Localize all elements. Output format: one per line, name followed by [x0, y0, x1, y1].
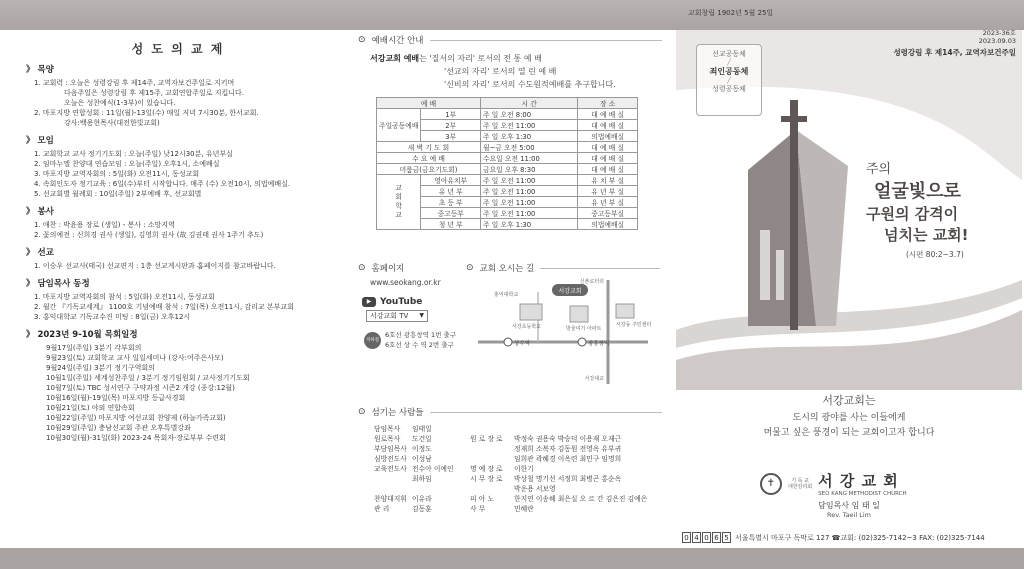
staff-cell: 담임목사: [374, 425, 401, 433]
church-school-label: [377, 175, 421, 230]
staff-cell: [470, 424, 514, 434]
church-cross-bar: [781, 116, 807, 122]
staff-row: [358, 484, 662, 494]
issue-no: 2023-36호: [982, 29, 1016, 37]
slogan-line: 얼굴빛으로: [874, 181, 961, 202]
staff-cell: 부담임목사: [374, 445, 407, 453]
table-cell: 대 예 배 실: [578, 164, 638, 175]
table-cell: 유 년 부 실: [578, 197, 638, 208]
staff-cell: 임태일: [412, 425, 432, 433]
staff-cell: [514, 424, 662, 434]
church-school-char: 회: [395, 193, 402, 201]
postcode-digit: 6: [712, 532, 721, 543]
vision: [676, 392, 1022, 438]
staff-cell: 박운용 서보영: [514, 485, 556, 493]
worship-title: 예배시간 안내: [371, 36, 424, 46]
staff-row: [358, 464, 662, 474]
schedule-item: 9월23일(토) 교회학교 교사 일일세미나 (강사:어주은사모): [46, 354, 224, 362]
schedule-item: 10월7일(토) TBC 성서연구 구약과정 시즌2 개강 (종강:12월): [46, 384, 235, 392]
table-cell: 대 예 배 실: [578, 142, 638, 153]
staff-cell: [470, 454, 514, 464]
staff-cell: 박정숙 권용숙 박승덕 이용재 오재근: [514, 435, 622, 443]
section-line: 강사:백용현목사(대전한빛교회): [64, 119, 160, 127]
section-line: 5. 선교회별 월례회 : 10일(주일) 2부예배 후, 선교회별: [34, 190, 202, 198]
table-cell: 유 년 부 실: [578, 186, 638, 197]
intro-name: 서강교회 예배: [370, 54, 420, 63]
intro-line: '신비의 자리' 로서의 수도원적예배를 추구합니다.: [444, 80, 616, 89]
table-cell: 대 예 배 실: [578, 109, 638, 120]
table-cell: 주 일 오전 11:00: [481, 175, 578, 186]
fellowship-section: [26, 205, 330, 240]
fellowship-section: [26, 246, 330, 271]
table-cell: 주 일 오전 11:00: [481, 208, 578, 219]
people-title: 섬기는 사람들: [371, 408, 424, 418]
staff-cell: 이한기: [514, 465, 534, 473]
map-station-sangsu: [504, 338, 512, 346]
schedule-item: 10월30일(월)-31일(화) 2023-24 목회자·장로부부 수련회: [46, 434, 226, 442]
worship-table: [376, 97, 638, 230]
staff-row: [358, 494, 662, 504]
church-school-char: 학: [395, 202, 402, 210]
community-3: 성령공동체: [712, 85, 746, 93]
staff-cell: 이성남: [412, 455, 432, 463]
map-label-church: 서강교회: [558, 288, 582, 295]
schedule-item: 10월22일(주일) 마포지방 여선교회 찬양제 (하늘가족교회): [46, 414, 226, 422]
section-line: 3. 홍익대학교 기독교수진 미팅 : 8일(금) 오후12시: [34, 313, 191, 321]
staff-cell: 도건일: [412, 435, 432, 443]
vision-line: 머물고 싶은 풍경이 되는 교회이고자 합니다: [763, 428, 935, 438]
bullet-icon: ⊙: [358, 35, 366, 45]
staff-row: [358, 474, 662, 484]
table-cell: 유 치 부 실: [578, 175, 638, 186]
slogan-line: 넘치는 교회!: [884, 226, 969, 244]
logo-small: [788, 478, 812, 490]
schedule-list: [26, 343, 330, 443]
church-cross-pole: [790, 100, 798, 330]
staff-cell: [470, 484, 514, 494]
table-cell: 영아유치부: [421, 175, 481, 186]
people-block: [358, 406, 662, 514]
info-panel: [350, 30, 668, 548]
table-cell: 수요일 오전 11:00: [481, 153, 578, 164]
divider: [540, 268, 660, 269]
pastor-name-en: Rev. Taeil Lim: [826, 511, 871, 519]
divider: [430, 412, 662, 413]
map-label-gwangheung: 광흥창역: [588, 341, 610, 347]
directions-heading: [466, 262, 660, 274]
staff-row: [358, 504, 662, 514]
bottom-band: [0, 548, 1024, 569]
table-cell: 새 벽 기 도 회: [377, 142, 481, 153]
schedule-section: [26, 328, 330, 443]
table-header-row: [377, 98, 638, 109]
subway-badge-text: 지하철: [365, 338, 380, 343]
table-cell: 2부: [421, 120, 481, 131]
directions-block: [466, 262, 660, 390]
church-school-char: 교: [395, 184, 402, 192]
staff-cell: 김동훈: [412, 505, 432, 513]
table-cell: 주 일 오후 1:30: [481, 219, 578, 230]
staff-cell: 원로목사: [374, 435, 401, 443]
issue-date: 2023.09.03: [978, 37, 1016, 45]
staff-cell: [374, 484, 412, 494]
bullet-icon: ⊙: [358, 407, 366, 417]
youtube-label: YouTube: [380, 297, 423, 307]
staff-cell: 교육전도사: [374, 465, 407, 473]
fellowship-sections: [26, 63, 330, 322]
community-1: 선교공동체: [712, 50, 746, 58]
map-label-sinchon: 신촌로터리: [579, 279, 604, 285]
schedule-item: 9월17일(주일) 3분기 각부회의: [46, 344, 142, 352]
chevron-down-icon: ▼: [419, 312, 424, 319]
section-line: 오늘은 성찬예식(1-3부)이 있습니다.: [64, 99, 176, 107]
postcode-digit: 5: [722, 532, 731, 543]
map-label-apt: 방울여기 아파트: [566, 326, 602, 332]
table-row: [377, 153, 638, 164]
worship-heading: [358, 34, 662, 46]
subway-info: [358, 330, 460, 350]
community-badge: [696, 44, 762, 116]
section-line: 4. 속회인도자 정기교육 : 6일(수)부터 시작합니다. 매주 (수) 오전10시, 의법예배실.: [34, 180, 291, 188]
slash: ╱: [727, 77, 731, 84]
homepage-block: [358, 262, 460, 350]
table-cell: 대 예 배 실: [578, 153, 638, 164]
table-cell: 청 년 부: [421, 219, 481, 230]
pastor-info: [676, 500, 1022, 519]
logo-small-line: 기 독 교: [791, 477, 809, 484]
vision-line: 도시의 광야를 사는 이들에게: [792, 413, 906, 423]
staff-cell: 전수아 이예인: [412, 465, 454, 473]
map-label-bridge: 서강대교: [584, 376, 604, 382]
section-heading: 》 선교: [26, 248, 54, 258]
schedule-item: 10월1일(주일) 세계성찬주일 / 3분기 정기임원회 / 교사정기기도회: [46, 374, 250, 382]
section-line: 1. 교회력 : 오늘은 성령강림 후 제14주, 교역자보건주일로 지키며: [34, 79, 235, 87]
section-heading: 》 담임목사 동정: [26, 279, 90, 289]
table-cell: 3부: [421, 131, 481, 142]
church-name-en: SEO KANG METHODIST CHURCH: [818, 491, 907, 497]
staff-cell: 찬양대지휘: [374, 495, 407, 503]
staff-cell: 정재희 소복자 김동원 전영옥 유부귀: [514, 445, 622, 453]
table-cell: 1부: [421, 109, 481, 120]
schedule-item: 10월29일(주일) 충남선교회 주관 오후특별강좌: [46, 424, 191, 432]
staff-cell: 이정도: [412, 445, 432, 453]
staff-row: [358, 444, 662, 454]
map-label-sangsu: 상수역: [514, 341, 530, 347]
table-cell: 주 일 오전 8:00: [481, 109, 578, 120]
map-building: [570, 306, 588, 322]
church-logo: [760, 470, 907, 497]
methodist-emblem-icon: ✝: [760, 473, 782, 495]
table-cell: 의법예배실: [578, 219, 638, 230]
staff-cell: 관 리: [374, 505, 390, 513]
fellowship-panel: [4, 30, 342, 548]
table-cell: 초 등 부: [421, 197, 481, 208]
bullet-icon: ⊙: [466, 263, 474, 273]
table-cell: 월~금 오전 5:00: [481, 142, 578, 153]
section-line: 2. 임마누엘 찬양대 연습모임 : 오늘(주일) 오후1시, 소예배실: [34, 160, 220, 168]
section-heading: 》 봉사: [26, 207, 54, 217]
play-icon: ▶: [362, 297, 376, 307]
postcode-digit: 0: [682, 532, 691, 543]
staff-row: [358, 454, 662, 464]
fellowship-title: 성 도 의 교 제: [131, 42, 225, 56]
church-school-char: 교: [395, 211, 402, 219]
table-row: [377, 109, 638, 120]
table-cell: 미룸금(금요기도회): [377, 164, 481, 175]
schedule-item: 9월24일(주일) 3분기 정기구역회의: [46, 364, 155, 372]
table-row: [377, 142, 638, 153]
homepage-title: 홈페이지: [371, 264, 405, 274]
church-window: [776, 250, 784, 300]
table-cell: 주 일 오전 11:00: [481, 197, 578, 208]
table-header-cell: 예 배: [377, 98, 481, 109]
staff-cell: [470, 444, 514, 454]
postcode-digit: 4: [692, 532, 701, 543]
staff-row: [358, 424, 662, 434]
top-band: [0, 0, 1024, 30]
section-line: 1. 애찬 : 박윤용 장로 (생일) - 봉사 : 소망지역: [34, 221, 175, 229]
section-heading: 》 목양: [26, 65, 54, 75]
youtube-channel: 서강교회 TV: [370, 312, 409, 320]
intro-line: '선교의 자리' 로서의 열 린 예 배: [444, 67, 557, 76]
subway-line: 6호선 광흥창역 1번 출구: [385, 331, 456, 339]
community-2: 죄인공동체: [709, 67, 749, 76]
staff-row: [358, 434, 662, 444]
fellowship-section: [26, 63, 330, 128]
staff-list: [358, 424, 662, 514]
fellowship-section: [26, 134, 330, 199]
subway-line: 6호선 상 수 역 2번 출구: [385, 341, 454, 349]
postcode: [682, 532, 732, 543]
occasion: 성령강림 후 제14주, 교역자보건주일: [893, 48, 1016, 57]
schedule-item: 10월16일(월)-19일(목) 마포지방 등급사경회: [46, 394, 186, 402]
church-window: [760, 230, 770, 300]
section-heading: 》 모임: [26, 136, 54, 146]
section-line: 2. 꽃의예전 : 신희경 권사 (생일), 김영희 권사 (故 김권태 권사 1주기 추도): [34, 231, 264, 239]
staff-cell: 이유라: [412, 495, 432, 503]
logo-small-line: 대한감리회: [788, 483, 813, 490]
section-line: 3. 마포지방 교역자회의 : 5일(화) 오전11시, 동성교회: [34, 170, 200, 178]
table-cell: 대 예 배 실: [578, 120, 638, 131]
staff-cell: 시 무 장 로: [470, 475, 503, 483]
map-label-center: 서강동 주민센터: [616, 322, 652, 328]
schedule-item: 10월21일(토) 야외 연합속회: [46, 404, 135, 412]
divider: [430, 40, 662, 41]
youtube-logo[interactable]: [358, 297, 460, 307]
pastor-name: 담임목사 임 태 일: [818, 501, 880, 510]
address: 서울특별시 마포구 독막로 127 ☎교회: (02)325-7142~3 FAX: (02)325-7144: [735, 533, 985, 542]
section-line: 1. 마포지방 교역자회의 참석 : 5일(화) 오전11시, 동성교회: [34, 293, 215, 301]
intro-line: 는 '질서의 자리' 로서의 전 통 예 배: [419, 54, 542, 63]
table-cell: 유 년 부: [421, 186, 481, 197]
staff-cell: 임희관 곽혜경 이옥련 최민구 임명희: [514, 455, 622, 463]
staff-cell: 박상철 명기선 서정희 최병곤 홍순옥: [514, 475, 622, 483]
subway-badge: [364, 332, 381, 349]
postcode-digit: 0: [702, 532, 711, 543]
address-line: [682, 532, 1020, 543]
map-label-school: 서강초등학교: [512, 324, 541, 330]
table-cell: 주 일 오전 11:00: [481, 186, 578, 197]
issue-info: [893, 28, 1016, 58]
table-row: [377, 164, 638, 175]
staff-cell: 민혜란: [514, 505, 534, 513]
section-line: 다음주일은 성령강림 후 제15주, 교회연합주일로 지킵니다.: [64, 89, 245, 97]
staff-cell: [412, 484, 470, 494]
table-header-cell: 장 소: [578, 98, 638, 109]
table-cell: 중고등부: [421, 208, 481, 219]
section-line: 1. 이승우 선교사(태국) 선교편지 : 1층 선교게시판과 홈페이지를 참고바랍니다.: [34, 262, 276, 270]
staff-cell: 원 로 장 로: [470, 435, 503, 443]
slogan-line: 주의: [866, 162, 892, 177]
table-cell: 금요일 오후 8:30: [481, 164, 578, 175]
founded-text: 교회창립 1902년 5월 25일: [688, 9, 774, 17]
staff-cell: 명 예 장 로: [470, 465, 503, 473]
slogan: [866, 158, 1016, 260]
church-name: 서 강 교 회: [818, 472, 899, 490]
schedule-heading: 》 2023년 9-10월 목회일정: [26, 330, 138, 340]
section-line: 2. 마포지방 연합성회 : 11일(월)-13일(수) 매일 저녁 7시30분, 한서교회.: [34, 109, 259, 117]
cover-panel: [676, 9, 1022, 548]
staff-cell: 최하임: [412, 475, 432, 483]
homepage-url[interactable]: www.seokang.or.kr: [370, 278, 441, 287]
table-cell: 주 일 오후 1:30: [481, 131, 578, 142]
staff-cell: 한지연 이송혜 최은실 오 르 간 김은진 김예은: [514, 495, 648, 503]
section-line: 2. 월간 『기독교세계』 1100호 기념예배 참석 : 7일(목) 오전11시, 감리교 본부교회: [34, 303, 294, 311]
table-cell: 주일공동예배: [377, 109, 421, 142]
map-building: [520, 304, 542, 320]
table-cell: 주 일 오전 11:00: [481, 120, 578, 131]
directions-title: 교회 오시는 길: [479, 264, 535, 274]
vision-line: 서강교회는: [822, 394, 876, 407]
homepage-heading: [358, 262, 460, 274]
people-heading: [358, 406, 662, 418]
map-label-hongik: 홍익대학교: [494, 292, 519, 298]
table-row: [377, 175, 638, 186]
table-cell: 수 요 예 배: [377, 153, 481, 164]
table-cell: 의법예배실: [578, 131, 638, 142]
table-cell: 중고등부실: [578, 208, 638, 219]
map-station-gwangheung: [578, 338, 586, 346]
slash: ╱: [727, 59, 731, 66]
youtube-channel-select[interactable]: [366, 310, 428, 322]
staff-cell: 심방전도사: [374, 455, 407, 463]
staff-cell: [374, 474, 412, 484]
section-line: 1. 교회학교 교사 정기기도회 : 오늘(주일) 낮12시30분, 유년부실: [34, 150, 233, 158]
verse: (시편 80:2~3.7): [906, 250, 964, 259]
table-header-cell: 시 간: [481, 98, 578, 109]
worship-intro: [358, 52, 662, 91]
staff-cell: 사 무: [470, 505, 486, 513]
map-building: [616, 304, 634, 318]
location-map: [478, 276, 658, 386]
staff-cell: 피 아 노: [470, 495, 495, 503]
fellowship-section: [26, 277, 330, 322]
slogan-line: 구원의 감격이: [866, 205, 959, 223]
bullet-icon: ⊙: [358, 263, 366, 273]
